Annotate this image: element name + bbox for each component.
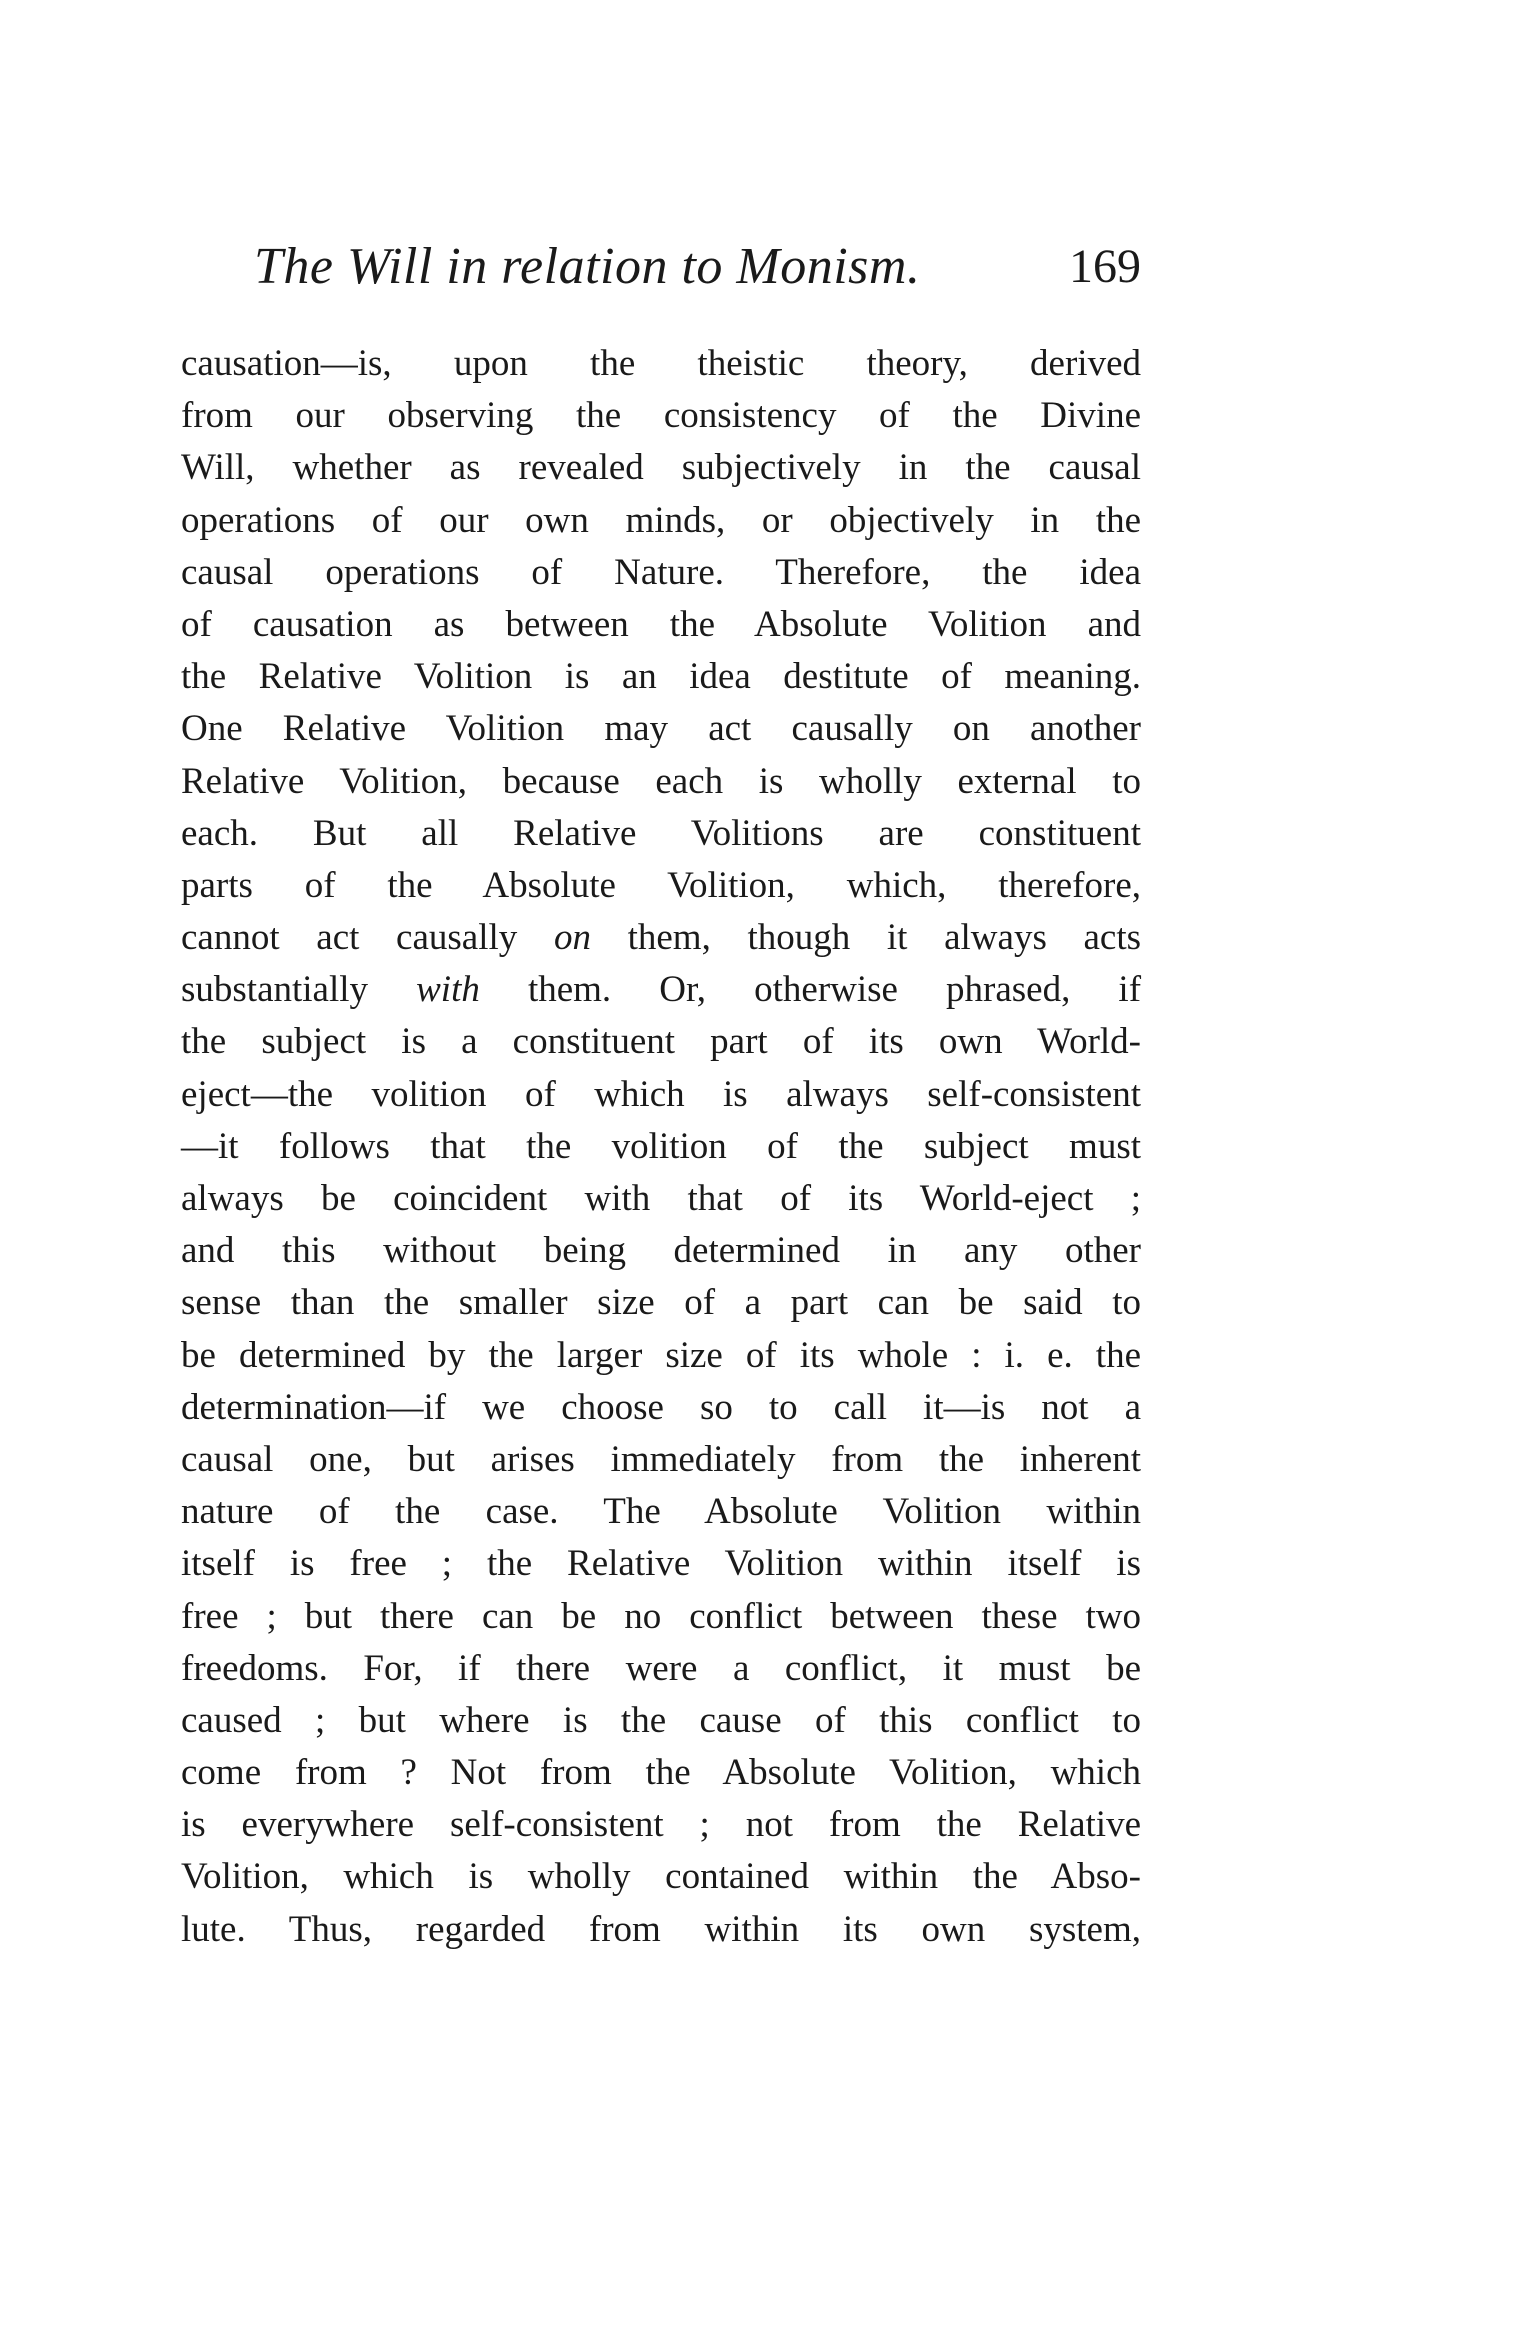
text-line: nature of the case. The Absolute Volition within xyxy=(181,1491,1141,1533)
text-line: is everywhere self-consistent ; not from the Relative xyxy=(181,1804,1141,1846)
text-line: parts of the Absolute Volition, which, therefore, xyxy=(181,864,1141,906)
text-line: be determined by the larger size of its whole : i. e. the xyxy=(181,1334,1141,1376)
text-line: come from ? Not from the Absolute Volition, which xyxy=(181,1752,1141,1794)
text-line: determination—if we choose so to call it—is not a xyxy=(181,1386,1141,1428)
text-line: from our observing the consistency of the Divine xyxy=(181,395,1141,437)
text-line: the Relative Volition is an idea destitute of meaning. xyxy=(181,656,1141,698)
text-line: free ; but there can be no conflict between these two xyxy=(181,1595,1141,1637)
text-line: One Relative Volition may act causally on another xyxy=(181,708,1141,750)
text-line: always be coincident with that of its World-eject ; xyxy=(181,1178,1141,1219)
text-line: causal one, but arises immediately from the inherent xyxy=(181,1438,1141,1480)
text-line: caused ; but where is the cause of this conflict to xyxy=(181,1699,1141,1741)
text-line: eject—the volition of which is always self-consistent xyxy=(181,1073,1141,1115)
text-line: causal operations of Nature. Therefore, the idea xyxy=(181,551,1141,593)
text-line: Volition, which is wholly contained within the Abso- xyxy=(181,1856,1141,1898)
text-line: itself is free ; the Relative Volition within itself is xyxy=(181,1543,1141,1585)
body-paragraph xyxy=(181,338,1141,1956)
text-line: causation—is, upon the theistic theory, derived xyxy=(181,343,1141,384)
text-segment: substantially xyxy=(181,969,369,1011)
text-segment: them. Or, otherwise phrased, if xyxy=(527,969,1142,1011)
text-segment: them, though it always acts xyxy=(627,917,1142,959)
running-header xyxy=(254,232,1141,302)
text-line: Relative Volition, because each is wholly external to xyxy=(181,760,1141,802)
running-title: The Will in relation to Monism. xyxy=(254,238,921,295)
text-line: of causation as between the Absolute Volition and xyxy=(181,603,1141,645)
text-segment: cannot act causally xyxy=(181,917,518,959)
text-line: and this without being determined in any other xyxy=(181,1230,1141,1272)
text-line: sense than the smaller size of a part can be said to xyxy=(181,1282,1141,1324)
text-line: Will, whether as revealed subjectively in the causal xyxy=(181,447,1141,489)
text-line: lute. Thus, regarded from within its own system, xyxy=(181,1908,1141,1950)
text-line: freedoms. For, if there were a conflict, it must be xyxy=(181,1647,1141,1689)
text-line: each. But all Relative Volitions are constituent xyxy=(181,812,1141,854)
text-line: the subject is a constituent part of its own World- xyxy=(181,1021,1141,1063)
italic-word: with xyxy=(416,969,480,1011)
text-line xyxy=(181,964,1141,1016)
italic-word: on xyxy=(553,917,591,959)
text-line: operations of our own minds, or objectively in the xyxy=(181,499,1141,541)
page-number: 169 xyxy=(1069,240,1141,293)
text-line xyxy=(181,912,1141,964)
text-line: —it follows that the volition of the subject must xyxy=(181,1125,1141,1167)
